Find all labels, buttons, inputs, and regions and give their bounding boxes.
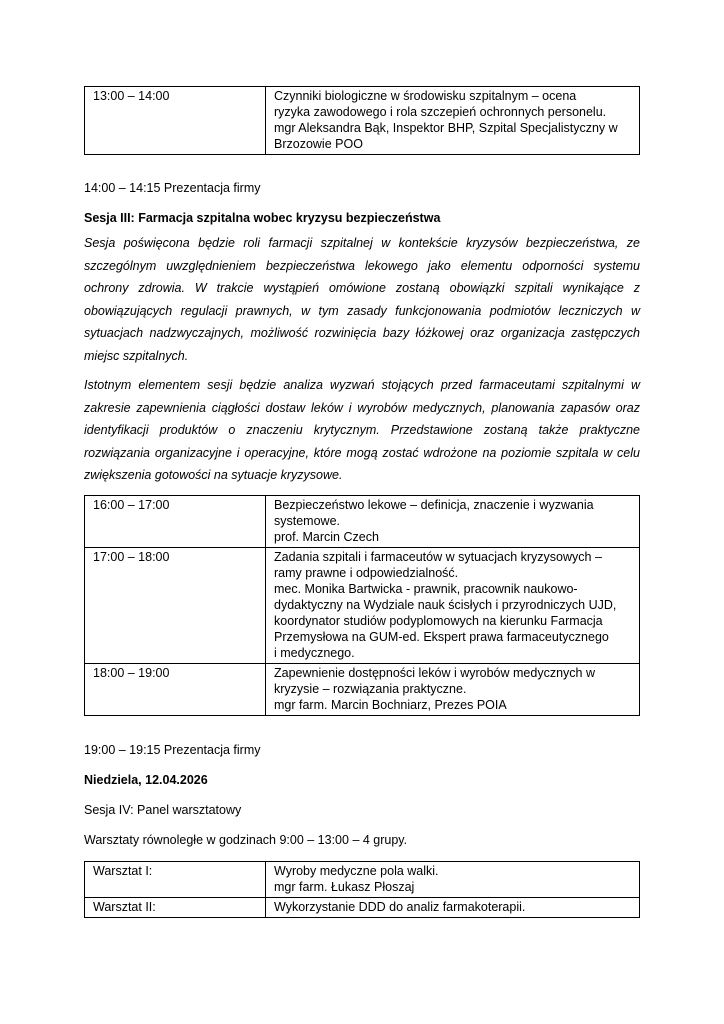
schedule-table-3	[84, 861, 640, 918]
description-cell: Bezpieczeństwo lekowe – definicja, znaczenie i wyzwania systemowe. prof. Marcin Czech	[266, 495, 640, 547]
session-4-title: Sesja IV: Panel warsztatowy	[84, 802, 242, 817]
time-cell: 17:00 – 18:00	[85, 547, 266, 663]
table-row	[85, 87, 640, 155]
time-cell: 16:00 – 17:00	[85, 495, 266, 547]
session-3-title: Sesja III: Farmacja szpitalna wobec kryzysu bezpieczeństwa	[84, 211, 441, 225]
time-cell: 18:00 – 19:00	[85, 663, 266, 715]
description-cell: Zadania szpitali i farmaceutów w sytuacjach kryzysowych – ramy prawne i odpowiedzialność. mec. Monika Bartwicka - prawnik, pracownik naukowo- dydaktyczny na Wydziale nauk ścisłych i przyrodniczych UJD, koordynator studiów podyplomowych na kierunku Farmacja Przemysłowa na GUM-ed. Ekspert prawa farmaceutycznego i medycznego.	[266, 547, 640, 663]
break-line-2: 19:00 – 19:15 Prezentacja firmy	[84, 742, 261, 757]
description-cell: Zapewnienie dostępności leków i wyrobów medycznych w kryzysie – rozwiązania praktyczne. mgr farm. Marcin Bochniarz, Prezes POIA	[266, 663, 640, 715]
table-row	[85, 897, 640, 917]
workshop-cell: Warsztat II:	[85, 897, 266, 917]
document-page	[84, 86, 640, 918]
table-row	[85, 495, 640, 547]
workshops-note: Warsztaty równoległe w godzinach 9:00 – 13:00 – 4 grupy.	[84, 832, 408, 847]
description-cell: Wyroby medyczne pola walki. mgr farm. Łukasz Płoszaj	[266, 861, 640, 897]
time-cell: 13:00 – 14:00	[85, 87, 266, 155]
table-row	[85, 547, 640, 663]
break-line-1: 14:00 – 14:15 Prezentacja firmy	[84, 181, 261, 195]
workshop-cell: Warsztat I:	[85, 861, 266, 897]
schedule-table-1	[84, 86, 640, 155]
session-3-paragraph-2: Istotnym elementem sesji będzie analiza wyzwań stojących przed farmaceutami szpitalnymi w zakresie zapewnienia ciągłości dostaw leków i wyrobów medycznych, planowania zapasów oraz identyfikacji produktów o znaczeniu krytycznym. Przedstawione zostaną także praktyczne rozwiązania organizacyjne i operacyjne, które mogą zostać wdrożone na poziomie szpitala w celu zwiększenia gotowości na sytuacje kryzysowe.	[84, 378, 640, 482]
description-cell: Wykorzystanie DDD do analiz farmakoterapii.	[266, 897, 640, 917]
schedule-table-2	[84, 495, 640, 716]
table-row	[85, 663, 640, 715]
session-3-paragraph-1: Sesja poświęcona będzie roli farmacji szpitalnej w kontekście kryzysów bezpieczeństwa, ze szczególnym uwzględnieniem bezpieczeństwa lekowego jako elementu odporności systemu ochrony zdrowia. W trakcie wystąpień omówione zostaną obowiązki szpitali wynikające z obowiązujących regulacji prawnych, w tym zasady funkcjonowania podmiotów leczniczych w sytuacjach nadzwyczajnych, możliwość rozwinięcia bazy łóżkowej oraz organizacja zastępczych miejsc szpitalnych.	[84, 236, 640, 363]
table-row	[85, 861, 640, 897]
description-cell: Czynniki biologiczne w środowisku szpitalnym – ocena ryzyka zawodowego i rola szczepień ochronnych personelu. mgr Aleksandra Bąk, Inspektor BHP, Szpital Specjalistyczny w Brzozowie POO	[266, 87, 640, 155]
day-heading: Niedziela, 12.04.2026	[84, 772, 208, 787]
